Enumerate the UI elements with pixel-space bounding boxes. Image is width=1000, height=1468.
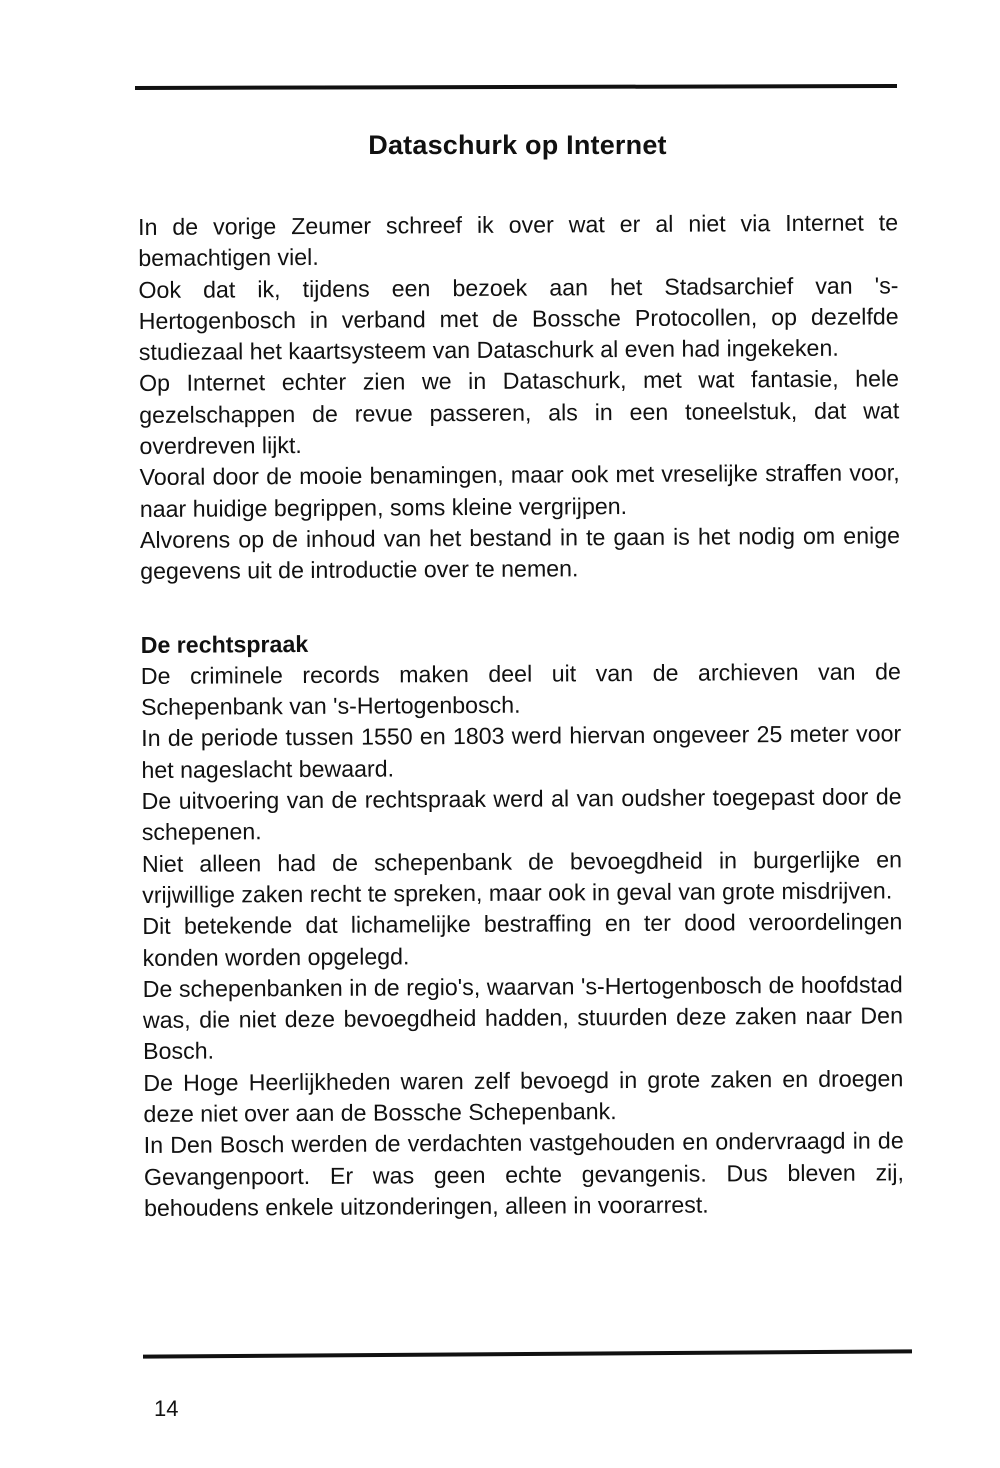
top-rule	[135, 84, 897, 90]
article-body	[138, 207, 904, 1224]
section-paragraph: Niet alleen had de schepenbank de bevoegdheid in burgerlijke en vrijwillige zaken recht te spreken, maar ook in geval van grote misdrijven.	[141, 845, 903, 908]
bottom-rule	[143, 1349, 912, 1358]
section-heading: De rechtspraak	[140, 630, 309, 658]
page-number: 14	[154, 1396, 179, 1421]
intro-paragraph: In de vorige Zeumer schreef ik over wat er al niet via Internet te bemachtigen viel.	[138, 209, 899, 272]
intro-paragraph: Vooral door de mooie benamingen, maar ook met vreselijke straffen voor, naar huidige begrippen, soms kleine vergrijpen.	[139, 459, 900, 522]
section-paragraph: De uitvoering van de rechtspraak werd al van oudsher toegepast door de schepenen.	[141, 783, 902, 846]
intro-paragraph: Alvorens op de inhoud van het bestand in te gaan is het nodig om enige gegevens uit de introductie over te nemen.	[139, 522, 901, 585]
section-paragraph: Dit betekende dat lichamelijke bestraffing en ter dood veroordelingen konden worden opgelegd.	[142, 908, 903, 971]
section-paragraph: De criminele records maken deel uit van de archieven van de Schepenbank van 's-Hertogenbosch.	[140, 658, 901, 721]
intro-paragraph: Op Internet echter zien we in Dataschurk, met wat fantasie, hele gezelschappen de revue passeren, als in een toneelstuk, dat wat overdreven lijkt.	[138, 365, 900, 460]
section-spacer	[140, 583, 900, 619]
page-title: Dataschurk op Internet	[368, 130, 667, 161]
section-paragraph: In de periode tussen 1550 en 1803 werd hiervan ongeveer 25 meter voor het nageslacht bewaard.	[141, 720, 902, 783]
section-paragraph: De schepenbanken in de regio's, waarvan 's-Hertogenbosch de hoofdstad was, die niet deze bevoegdheid hadden, stuurden deze zaken naar Den Bosch.	[142, 971, 904, 1065]
intro-paragraph: Ook dat ik, tijdens een bezoek aan het Stadsarchief van 's-Hertogenbosch in verband met de Bossche Protocollen, op dezelfde studiezaal het kaartsysteem van Dataschurk al even had ingekeken.	[138, 271, 899, 366]
section-paragraph: De Hoge Heerlijkheden waren zelf bevoegd in grote zaken en droegen deze niet over aan de Bossche Schepenbank.	[143, 1065, 904, 1127]
section-paragraph: In Den Bosch werden de verdachten vastgehouden en ondervraagd in de Gevangenpoort. Er was geen echte gevangenis. Dus bleven zij, behoudens enkele uitzonderingen, alleen in voorarrest.	[143, 1127, 904, 1221]
